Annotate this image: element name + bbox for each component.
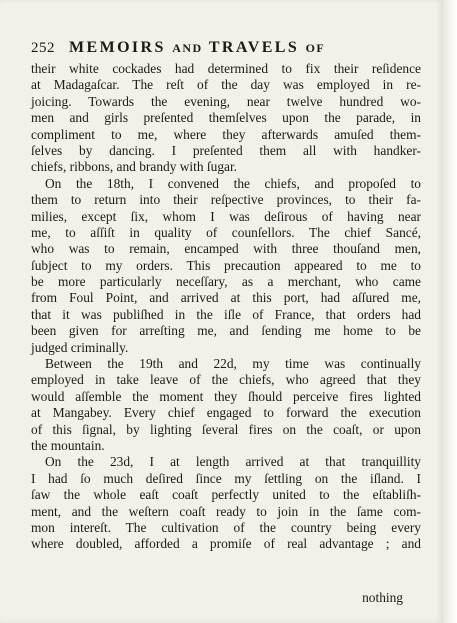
running-head-and: AND bbox=[172, 41, 203, 55]
running-head-travels: TRAVELS bbox=[208, 39, 300, 56]
text-line: Between the 19th and 22d, my time was continually bbox=[45, 356, 421, 372]
running-head-memoirs: MEMOIRS bbox=[69, 39, 166, 56]
body-text bbox=[31, 61, 421, 553]
text-line: be more particularly neceſſary, as a merchant, who came bbox=[31, 274, 421, 290]
text-line: of this ſignal, by lighting ſeveral fires on the coaſt, or upon bbox=[31, 421, 421, 437]
text-line: ſaw the whole eaſt coaſt perfectly united to the eſtabliſh- bbox=[31, 487, 421, 503]
text-line: would aſſemble the moment they ſhould perceive fires lighted bbox=[31, 388, 421, 404]
page-header bbox=[31, 39, 421, 61]
text-line: that it was publiſhed in the iſle of France, that orders had bbox=[31, 306, 421, 322]
catchword: nothing bbox=[362, 590, 403, 605]
text-line: them to return into their reſpective provinces, to their fa- bbox=[31, 192, 421, 208]
text-line: me, to aſſiſt in quality of counſellors. The chief Sancé, bbox=[31, 224, 421, 240]
page-number: 252 bbox=[31, 40, 55, 56]
text-line: chiefs, ribbons, and brandy with ſugar. bbox=[31, 159, 238, 175]
text-line: from Foul Point, and arrived at this port, had aſſured me, bbox=[31, 290, 421, 306]
text-line: men and girls preſented themſelves upon the parade, in bbox=[31, 110, 421, 126]
text-line: who was to remain, encamped with three thouſand men, bbox=[31, 241, 421, 257]
text-line: mon intereſt. The cultivation of the country being every bbox=[31, 519, 421, 535]
running-head-of: OF bbox=[305, 41, 326, 55]
text-line: On the 18th, I convened the chiefs, and propoſed to bbox=[45, 175, 421, 191]
text-line: I had ſo much deſired ſince my ſettling on the iſland. I bbox=[31, 470, 421, 486]
text-line: been given for arreſting me, and ſending me home to be bbox=[31, 323, 421, 339]
text-line: ſelves by dancing. I preſented them all with handker- bbox=[31, 142, 421, 158]
running-head bbox=[69, 39, 325, 56]
text-line: employed in take leave of the chiefs, who agreed that they bbox=[31, 372, 421, 388]
text-line: milies, except ſix, whom I was deſirous of having near bbox=[31, 208, 421, 224]
page-edge bbox=[443, 0, 457, 623]
text-line: judged criminally. bbox=[31, 339, 129, 355]
text-line: On the 23d, I at length arrived at that tranquillity bbox=[45, 454, 421, 470]
text-line: compliment to me, where they afterwards amuſed them- bbox=[31, 126, 421, 142]
text-line: joicing. Towards the evening, near twelve hundred wo- bbox=[31, 93, 421, 109]
text-line: where doubled, afforded a promiſe of real advantage ; and bbox=[31, 536, 421, 552]
text-line: ſubject to my orders. This precaution appeared to me to bbox=[31, 257, 421, 273]
text-line: their white cockades had determined to fix their reſidence bbox=[31, 61, 421, 76]
text-line: ment, and the weſtern coaſt ready to join in the ſame com- bbox=[31, 503, 421, 519]
text-line: the mountain. bbox=[31, 437, 105, 453]
text-line: at Madagaſcar. The reſt of the day was employed in re- bbox=[31, 77, 421, 93]
text-line: at Mangabey. Every chief engaged to forward the execution bbox=[31, 405, 421, 421]
